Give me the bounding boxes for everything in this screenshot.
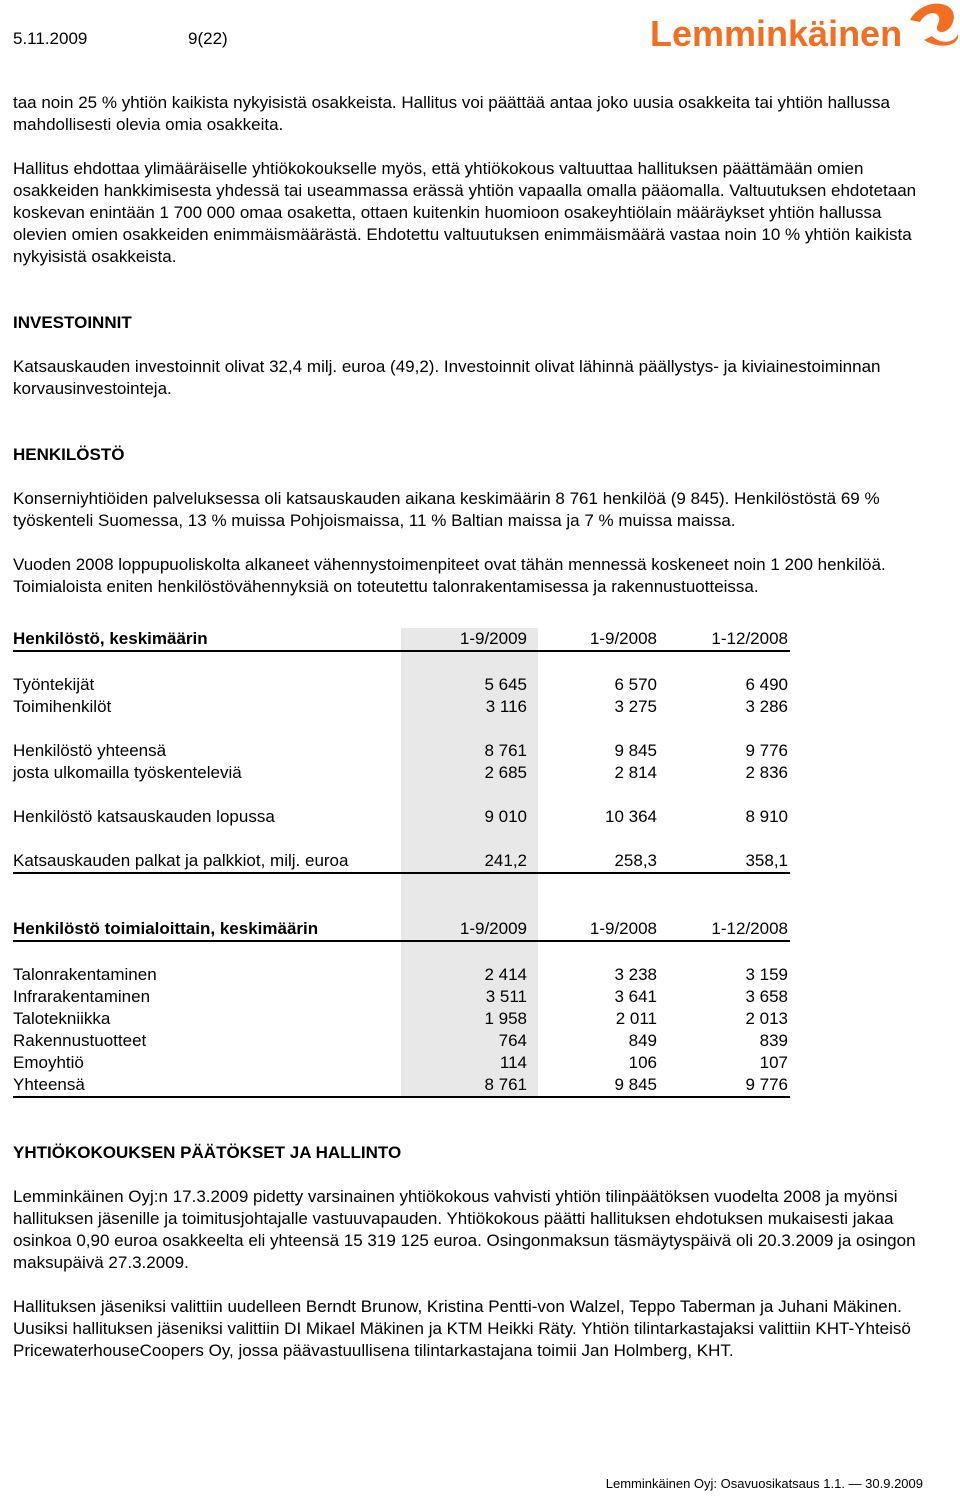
row-value: 9 845 [538, 1074, 659, 1097]
row-value: 9 010 [401, 806, 538, 828]
row-value: 2 836 [745, 763, 788, 782]
paragraph: taa noin 25 % yhtiön kaikista nykyisistä osakkeista. Hallitus voi päättää antaa joko uusia osakkeita tai yhtiön hallussa mahdollisesti olevia omia osakkeita. [13, 93, 890, 134]
document-body [13, 92, 923, 1362]
row-value: 2 011 [615, 1009, 657, 1028]
spacer-cell [659, 941, 790, 964]
column-header: 1-9/2009 [401, 628, 538, 651]
row-value: 9 776 [745, 741, 788, 760]
row-value: 241,2 [401, 850, 538, 873]
row-value: 8 761 [401, 1074, 538, 1097]
row-value: 8 910 [745, 807, 788, 826]
row-value: 3 238 [614, 965, 657, 984]
paragraph: Hallitus ehdottaa ylimääräiselle yhtiökokoukselle myös, että yhtiökokous valtuuttaa hallituksen päättämään omien osakkeiden hankkimisesta yhdessä tai useammassa erässä yhtiön vapaalla omalla pääomalla. Valtuutuksen ehdotetaan koskevan enintään 1 700 000 omaa osaketta, ottaen kuitenkin huomioon osakeyhtiölain määräykset yhtiön hallussa olevien omien osakkeiden enimmäismäärästä. Ehdotettu valtuutuksen enimmäismäärä vastaa noin 10 % yhtiön kaikista nykyisistä osakkeista. [13, 159, 917, 266]
row-value: 107 [759, 1053, 788, 1072]
row-label: Henkilöstö yhteensä [13, 741, 167, 760]
row-value: 3 641 [614, 987, 657, 1006]
spacer-cell [401, 941, 538, 964]
spacer-cell [538, 941, 659, 964]
spacer-cell [13, 651, 401, 674]
spacer-cell [13, 896, 401, 918]
row-value: 3 159 [745, 965, 788, 984]
spacer-cell [659, 718, 790, 740]
column-header: 1-12/2008 [659, 628, 790, 651]
row-value: 839 [759, 1031, 788, 1050]
spacer-cell [13, 941, 401, 964]
table-row [13, 1008, 790, 1030]
row-value: 1 958 [401, 1008, 538, 1030]
logo-swirl-icon [910, 4, 958, 46]
table-row [13, 986, 790, 1008]
column-header: 1-12/2008 [659, 918, 790, 941]
paragraph: Katsauskauden investoinnit olivat 32,4 milj. euroa (49,2). Investoinnit olivat lähinnä päällystys- ja kiviainestoiminnan korvausinvestointeja. [13, 357, 881, 398]
row-value: 2 013 [745, 1009, 788, 1028]
spacer-cell [659, 896, 790, 918]
spacer-cell [13, 828, 401, 850]
page-footer: Lemminkäinen Oyj: Osavuosikatsaus 1.1. — 30.9.2009 [605, 1476, 923, 1491]
table-row [13, 740, 790, 762]
spacer-cell [13, 873, 401, 896]
row-label: Toimihenkilöt [13, 697, 112, 716]
row-label: Henkilöstö katsauskauden lopussa [13, 807, 275, 826]
spacer-cell [538, 784, 659, 806]
personnel-average-table [13, 628, 790, 918]
table-title: Henkilöstö toimialoittain, keskimäärin [13, 918, 401, 941]
spacer-cell [401, 651, 538, 674]
heading-personnel: HENKILÖSTÖ [13, 445, 125, 464]
row-label: Infrarakentaminen [13, 987, 151, 1006]
heading-investments: INVESTOINNIT [13, 313, 132, 332]
paragraph: Konserniyhtiöiden palveluksessa oli katsauskauden aikana keskimäärin 8 761 henkilöä (9 845). Henkilöstöstä 69 % työskenteli Suomessa, 13 % muissa Pohjoismaissa, 11 % Baltian maissa ja 7 % muissa maissa. [13, 489, 880, 530]
spacer-cell [538, 651, 659, 674]
row-label: Talonrakentaminen [13, 965, 157, 984]
table-row [13, 850, 790, 873]
table-row [13, 1052, 790, 1074]
row-value: 849 [628, 1031, 657, 1050]
table-row [13, 674, 790, 696]
row-value: 3 275 [614, 697, 657, 716]
spacer-cell [401, 718, 538, 740]
paragraph: Lemminkäinen Oyj:n 17.3.2009 pidetty varsinainen yhtiökokous vahvisti yhtiön tilinpäätöksen vuodelta 2008 ja myönsi hallituksen jäsenille ja toimitusjohtajalle vastuuvapauden. Yhtiökokous päätti hallituksen ehdotuksen mukaisesti jakaa osinkoa 0,90 euroa osakkeelta eli yhteensä 15 319 125 euroa. Osingonmaksun täsmäytyspäivä oli 20.3.2009 ja osingon maksupäivä 27.3.2009. [13, 1187, 916, 1272]
row-value: 258,3 [538, 850, 659, 873]
column-header: 1-9/2008 [538, 628, 659, 651]
row-value: 8 761 [401, 740, 538, 762]
table-header-row [13, 918, 790, 941]
table-title: Henkilöstö, keskimäärin [13, 628, 401, 651]
report-date: 5.11.2009 [13, 29, 88, 48]
column-header: 1-9/2008 [538, 918, 659, 941]
spacer-cell [401, 896, 538, 918]
row-value: 2 414 [401, 964, 538, 986]
page-number: 9(22) [188, 29, 228, 48]
row-value: 358,1 [659, 850, 790, 873]
table-row [13, 1074, 790, 1097]
row-value: 2 685 [401, 762, 538, 784]
table-row [13, 806, 790, 828]
spacer-cell [659, 784, 790, 806]
table-row [13, 964, 790, 986]
spacer-cell [13, 784, 401, 806]
row-label: Rakennustuotteet [13, 1031, 147, 1050]
spacer-cell [538, 718, 659, 740]
logo-wordmark: Lemminkäinen [650, 13, 903, 54]
row-value: 114 [401, 1052, 538, 1074]
table-row [13, 762, 790, 784]
spacer-cell [401, 784, 538, 806]
row-label: Emoyhtiö [13, 1053, 84, 1072]
row-label: josta ulkomailla työskenteleviä [13, 763, 242, 782]
spacer-cell [401, 828, 538, 850]
personnel-by-segment-table [13, 918, 790, 1098]
row-value: 106 [628, 1053, 657, 1072]
spacer-cell [659, 873, 790, 896]
spacer-cell [538, 828, 659, 850]
row-value: 6 570 [614, 675, 657, 694]
spacer-cell [538, 896, 659, 918]
row-value: 2 814 [614, 763, 657, 782]
row-label: Katsauskauden palkat ja palkkiot, milj. euroa [13, 850, 401, 873]
row-value: 10 364 [605, 807, 657, 826]
row-value: 9 776 [659, 1074, 790, 1097]
paragraph: Vuoden 2008 loppupuoliskolta alkaneet vähennystoimenpiteet ovat tähän mennessä koskeneet noin 1 200 henkilöä. Toimialoista eniten henkilöstövähennyksiä on toteutettu talonrakentamisessa ja rakennustuotteissa. [13, 555, 886, 596]
row-label: Talotekniikka [13, 1009, 111, 1028]
spacer-cell [538, 873, 659, 896]
row-value: 9 845 [614, 741, 657, 760]
row-value: 3 286 [745, 697, 788, 716]
row-label: Työntekijät [13, 675, 95, 694]
row-value: 764 [401, 1030, 538, 1052]
row-label: Yhteensä [13, 1074, 401, 1097]
heading-agm: YHTIÖKOKOUKSEN PÄÄTÖKSET JA HALLINTO [13, 1143, 402, 1162]
row-value: 3 511 [401, 986, 538, 1008]
spacer-cell [401, 873, 538, 896]
row-value: 3 116 [401, 696, 538, 718]
row-value: 3 658 [745, 987, 788, 1006]
spacer-cell [659, 828, 790, 850]
lemminkainen-logo [648, 0, 960, 68]
paragraph: Hallituksen jäseniksi valittiin uudelleen Berndt Brunow, Kristina Pentti-von Walzel, Teppo Taberman ja Juhani Mäkinen. Uusiksi hallituksen jäseniksi valittiin DI Mikael Mäkinen ja KTM Heikki Räty. Yhtiön tilintarkastajaksi valittiin KHT-Yhteisö PricewaterhouseCoopers Oy, jossa päävastuullisena tilintarkastajana toimii Jan Holmberg, KHT. [13, 1297, 911, 1360]
table-header-row [13, 628, 790, 651]
row-value: 6 490 [745, 675, 788, 694]
spacer-cell [13, 718, 401, 740]
spacer-cell [659, 651, 790, 674]
column-header: 1-9/2009 [401, 918, 538, 941]
table-row [13, 1030, 790, 1052]
table-row [13, 696, 790, 718]
row-value: 5 645 [401, 674, 538, 696]
